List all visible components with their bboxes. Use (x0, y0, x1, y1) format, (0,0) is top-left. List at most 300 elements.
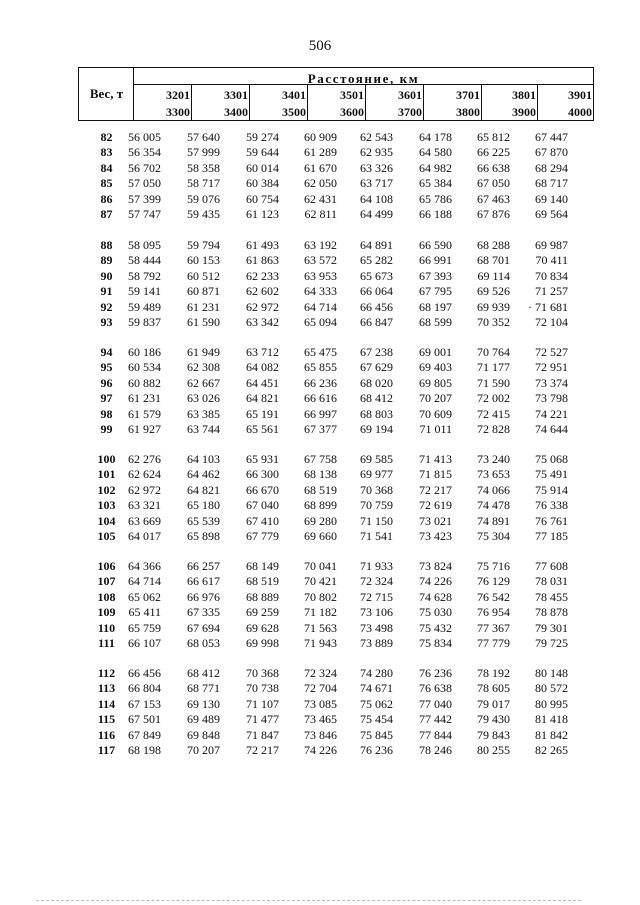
value-cell: 66 456 (360, 299, 393, 314)
value-cell: 72 704 (304, 681, 337, 696)
value-cell: 68 803 (360, 406, 393, 421)
value-cell: 61 289 (304, 145, 337, 160)
table-row (78, 605, 598, 621)
value-cell: 67 758 (304, 452, 337, 466)
value-cell: 67 463 (477, 191, 510, 206)
value-cell: 67 795 (419, 284, 452, 299)
table-row (78, 666, 598, 682)
value-cell: 73 846 (304, 727, 337, 742)
value-cell: 67 335 (187, 605, 220, 620)
value-cell: 62 543 (360, 130, 393, 144)
range-from: 3601 (398, 88, 422, 102)
distance-header: Расстояние, км (307, 71, 420, 86)
weight-cell: 84 (100, 160, 113, 175)
value-cell: 59 489 (128, 299, 161, 314)
value-cell: 61 949 (187, 345, 220, 359)
value-cell: 71 182 (304, 605, 337, 620)
value-cell: 65 539 (187, 513, 220, 528)
value-cell: 62 050 (304, 176, 337, 191)
value-cell: 67 153 (128, 696, 161, 711)
value-cell: 60 384 (246, 176, 279, 191)
value-cell: 60 153 (187, 253, 220, 268)
distance-range-column-3 (252, 89, 306, 119)
value-cell: 71 011 (419, 422, 452, 437)
value-cell: 73 798 (535, 391, 568, 406)
value-cell: 68 294 (535, 160, 568, 175)
value-cell: 68 197 (419, 299, 452, 314)
value-cell: 66 590 (419, 238, 452, 252)
value-cell: 76 236 (419, 666, 452, 680)
value-cell: 62 624 (128, 467, 161, 482)
value-cell: 82 265 (535, 743, 568, 758)
weight-cell: 96 (100, 375, 113, 390)
value-cell: 66 991 (419, 253, 452, 268)
value-cell: 69 526 (477, 284, 510, 299)
value-cell: 72 951 (535, 360, 568, 375)
weight-cell: 95 (100, 360, 113, 375)
value-cell: 69 805 (419, 375, 452, 390)
value-cell: 73 021 (419, 513, 452, 528)
value-cell: 72 002 (477, 391, 510, 406)
value-cell: 59 837 (128, 315, 161, 330)
value-cell: 68 899 (304, 498, 337, 513)
value-cell: 69 564 (535, 207, 568, 222)
value-cell: 76 338 (535, 498, 568, 513)
value-cell: 73 423 (419, 529, 452, 544)
value-cell: 69 977 (360, 467, 393, 482)
value-cell: 58 444 (128, 253, 161, 268)
value-cell: 65 759 (128, 620, 161, 635)
value-cell: 66 976 (187, 589, 220, 604)
value-cell: 60 871 (187, 284, 220, 299)
value-cell: 69 130 (187, 696, 220, 711)
page-number: 506 (308, 38, 332, 54)
value-cell: 56 005 (128, 130, 161, 144)
value-cell: 60 754 (246, 191, 279, 206)
value-cell: 59 274 (246, 130, 279, 144)
value-cell: 67 870 (535, 145, 568, 160)
table-row (78, 422, 598, 438)
value-cell: 80 995 (535, 696, 568, 711)
value-cell: 62 667 (187, 375, 220, 390)
value-cell: 68 889 (246, 589, 279, 604)
value-cell: 62 972 (246, 299, 279, 314)
value-cell: 70 041 (304, 559, 337, 573)
range-from: 3801 (512, 88, 536, 102)
value-cell: 67 050 (477, 176, 510, 191)
value-cell: 76 638 (419, 681, 452, 696)
weight-cell: 85 (100, 176, 113, 191)
value-cell: 64 108 (360, 191, 393, 206)
value-cell: 66 225 (477, 145, 510, 160)
value-cell: 57 399 (128, 191, 161, 206)
value-cell: 70 207 (187, 743, 220, 758)
value-cell: 71 933 (360, 559, 393, 573)
value-cell: 57 050 (128, 176, 161, 191)
value-cell: 69 585 (360, 452, 393, 466)
table-row (78, 253, 598, 269)
value-cell: 71 107 (246, 696, 279, 711)
value-cell: 65 411 (128, 605, 161, 620)
table-row (78, 529, 598, 545)
value-cell: 68 701 (477, 253, 510, 268)
value-cell: 68 149 (246, 559, 279, 573)
value-cell: 69 628 (246, 620, 279, 635)
value-cell: 69 001 (419, 345, 452, 359)
value-cell: · 71 681 (528, 299, 568, 314)
range-from: 3701 (456, 88, 480, 102)
value-cell: 70 609 (419, 406, 452, 421)
weight-cell: 110 (97, 620, 116, 635)
weight-cell: 86 (100, 191, 113, 206)
range-to: 3700 (398, 105, 422, 119)
value-cell: 65 062 (128, 589, 161, 604)
value-cell: 61 231 (128, 391, 161, 406)
value-cell: 71 413 (419, 452, 452, 466)
weight-cell: 101 (97, 467, 116, 482)
value-cell: 78 192 (477, 666, 510, 680)
value-cell: 59 644 (246, 145, 279, 160)
value-cell: 72 828 (477, 422, 510, 437)
weight-column-header: Вес, т (89, 86, 124, 101)
value-cell: 74 226 (419, 574, 452, 589)
value-cell: 69 660 (304, 529, 337, 544)
value-cell: 77 844 (419, 727, 452, 742)
value-cell: 69 194 (360, 422, 393, 437)
value-cell: 63 717 (360, 176, 393, 191)
value-cell: 64 714 (128, 574, 161, 589)
weight-cell: 91 (100, 284, 113, 299)
value-cell: 76 761 (535, 513, 568, 528)
value-cell: 64 017 (128, 529, 161, 544)
table-row (78, 360, 598, 376)
weight-cell: 94 (100, 345, 113, 359)
value-cell: 76 129 (477, 574, 510, 589)
value-cell: 79 017 (477, 696, 510, 711)
weight-cell: 92 (100, 299, 113, 314)
value-cell: 62 431 (304, 191, 337, 206)
value-cell: 75 491 (535, 467, 568, 482)
value-cell: 68 053 (187, 636, 220, 651)
weight-cell: 105 (97, 529, 116, 544)
value-cell: 73 106 (360, 605, 393, 620)
value-cell: 61 493 (246, 238, 279, 252)
weight-cell: 112 (97, 666, 116, 680)
value-cell: 67 694 (187, 620, 220, 635)
table-row (78, 284, 598, 300)
value-cell: 56 702 (128, 160, 161, 175)
value-cell: 67 238 (360, 345, 393, 359)
value-cell: 66 997 (304, 406, 337, 421)
table-row (78, 315, 598, 331)
value-cell: 69 403 (419, 360, 452, 375)
table-row (78, 192, 598, 208)
value-cell: 80 255 (477, 743, 510, 758)
value-cell: 65 282 (360, 253, 393, 268)
value-cell: 70 368 (360, 482, 393, 497)
value-cell: 61 579 (128, 406, 161, 421)
table-row (78, 238, 598, 254)
value-cell: 67 629 (360, 360, 393, 375)
value-cell: 68 412 (187, 666, 220, 680)
value-cell: 62 602 (246, 284, 279, 299)
value-cell: 71 563 (304, 620, 337, 635)
value-cell: 66 456 (128, 666, 161, 680)
value-cell: 64 714 (304, 299, 337, 314)
weight-cell: 115 (97, 712, 116, 727)
value-cell: 74 066 (477, 482, 510, 497)
value-cell: 67 501 (128, 712, 161, 727)
value-cell: 58 095 (128, 238, 161, 252)
value-cell: 72 104 (535, 315, 568, 330)
value-cell: 60 882 (128, 375, 161, 390)
value-cell: 65 475 (304, 345, 337, 359)
weight-cell: 103 (97, 498, 116, 513)
value-cell: 69 489 (187, 712, 220, 727)
value-cell: 70 352 (477, 315, 510, 330)
value-cell: 65 931 (246, 452, 279, 466)
value-cell: 71 177 (477, 360, 510, 375)
value-cell: 67 779 (246, 529, 279, 544)
value-cell: 61 863 (246, 253, 279, 268)
weight-cell: 93 (100, 315, 113, 330)
value-cell: 66 188 (419, 207, 452, 222)
table-row (78, 176, 598, 192)
value-cell: 78 605 (477, 681, 510, 696)
table-row (78, 130, 598, 146)
value-cell: 65 673 (360, 268, 393, 283)
value-cell: 57 747 (128, 207, 161, 222)
value-cell: 59 794 (187, 238, 220, 252)
weight-cell: 106 (97, 559, 116, 573)
value-cell: 75 454 (360, 712, 393, 727)
value-cell: 62 276 (128, 452, 161, 466)
value-cell: 71 477 (246, 712, 279, 727)
value-cell: 64 891 (360, 238, 393, 252)
value-cell: 60 186 (128, 345, 161, 359)
value-cell: 66 300 (246, 467, 279, 482)
value-cell: 75 030 (419, 605, 452, 620)
weight-cell: 82 (100, 130, 113, 144)
value-cell: 75 062 (360, 696, 393, 711)
value-cell: 67 040 (246, 498, 279, 513)
value-cell: 61 123 (246, 207, 279, 222)
value-cell: 73 653 (477, 467, 510, 482)
value-cell: 65 898 (187, 529, 220, 544)
value-cell: 77 185 (535, 529, 568, 544)
value-cell: 73 889 (360, 636, 393, 651)
value-cell: 68 771 (187, 681, 220, 696)
table-row (78, 514, 598, 530)
table-row (78, 269, 598, 285)
table-row (78, 590, 598, 606)
table-row (78, 712, 598, 728)
value-cell: 77 779 (477, 636, 510, 651)
range-from: 3401 (282, 88, 306, 102)
weight-cell: 87 (100, 207, 113, 222)
range-from: 3201 (166, 88, 190, 102)
table-row (78, 697, 598, 713)
value-cell: 61 927 (128, 422, 161, 437)
value-cell: 75 914 (535, 482, 568, 497)
range-from: 3901 (568, 88, 592, 102)
weight-cell: 107 (97, 574, 116, 589)
table-row (78, 574, 598, 590)
table-row (78, 300, 598, 316)
value-cell: 75 304 (477, 529, 510, 544)
value-cell: 57 999 (187, 145, 220, 160)
value-cell: 58 792 (128, 268, 161, 283)
value-cell: 70 759 (360, 498, 393, 513)
value-cell: 74 644 (535, 422, 568, 437)
value-cell: 59 435 (187, 207, 220, 222)
weight-cell: 114 (97, 696, 116, 711)
value-cell: 71 150 (360, 513, 393, 528)
weight-cell: 109 (97, 605, 116, 620)
value-cell: 74 226 (304, 743, 337, 758)
value-cell: 63 192 (304, 238, 337, 252)
range-to: 4000 (568, 105, 592, 119)
value-cell: 74 891 (477, 513, 510, 528)
value-cell: 64 082 (246, 360, 279, 375)
value-cell: 76 236 (360, 743, 393, 758)
value-cell: 64 451 (246, 375, 279, 390)
value-cell: 74 628 (419, 589, 452, 604)
value-cell: 73 085 (304, 696, 337, 711)
value-cell: 77 367 (477, 620, 510, 635)
range-from: 3501 (340, 88, 364, 102)
table-row (78, 467, 598, 483)
value-cell: 78 878 (535, 605, 568, 620)
value-cell: 67 410 (246, 513, 279, 528)
value-cell: 64 333 (304, 284, 337, 299)
value-cell: 66 257 (187, 559, 220, 573)
value-cell: 63 321 (128, 498, 161, 513)
value-cell: 81 418 (535, 712, 568, 727)
value-cell: 68 198 (128, 743, 161, 758)
weight-cell: 116 (97, 727, 116, 742)
table-row (78, 743, 598, 759)
weight-cell: 83 (100, 145, 113, 160)
range-to: 3900 (512, 105, 536, 119)
weight-cell: 97 (100, 391, 113, 406)
value-cell: 79 725 (535, 636, 568, 651)
value-cell: 69 998 (246, 636, 279, 651)
value-cell: 70 738 (246, 681, 279, 696)
value-cell: 67 849 (128, 727, 161, 742)
value-cell: 70 802 (304, 589, 337, 604)
range-to: 3500 (282, 105, 306, 119)
value-cell: 69 114 (477, 268, 510, 283)
value-cell: 63 669 (128, 513, 161, 528)
range-to: 3400 (224, 105, 248, 119)
weight-cell: 90 (100, 268, 113, 283)
value-cell: 65 180 (187, 498, 220, 513)
value-cell: 70 368 (246, 666, 279, 680)
value-cell: 76 542 (477, 589, 510, 604)
value-cell: 61 670 (304, 160, 337, 175)
value-cell: 72 619 (419, 498, 452, 513)
table-row (78, 376, 598, 392)
weight-cell: 99 (100, 422, 113, 437)
value-cell: 63 326 (360, 160, 393, 175)
value-cell: 64 462 (187, 467, 220, 482)
value-cell: 63 744 (187, 422, 220, 437)
weight-cell: 98 (100, 406, 113, 421)
value-cell: 62 308 (187, 360, 220, 375)
value-cell: 68 519 (246, 574, 279, 589)
table-row (78, 161, 598, 177)
table-row (78, 483, 598, 499)
value-cell: 60 909 (304, 130, 337, 144)
value-cell: 61 590 (187, 315, 220, 330)
value-cell: 69 140 (535, 191, 568, 206)
range-to: 3800 (456, 105, 480, 119)
value-cell: 78 031 (535, 574, 568, 589)
table-row (78, 559, 598, 575)
value-cell: 63 572 (304, 253, 337, 268)
value-cell: 58 717 (187, 176, 220, 191)
value-cell: 62 811 (304, 207, 337, 222)
value-cell: 66 670 (246, 482, 279, 497)
value-cell: 68 717 (535, 176, 568, 191)
value-cell: 66 617 (187, 574, 220, 589)
value-cell: 80 572 (535, 681, 568, 696)
table-row (78, 345, 598, 361)
value-cell: 61 231 (187, 299, 220, 314)
value-cell: 75 716 (477, 559, 510, 573)
value-cell: 70 421 (304, 574, 337, 589)
distance-range-column-6 (426, 89, 480, 119)
weight-cell: 88 (100, 238, 113, 252)
value-cell: 64 499 (360, 207, 393, 222)
value-cell: 71 541 (360, 529, 393, 544)
value-cell: 80 148 (535, 666, 568, 680)
value-cell: 72 715 (360, 589, 393, 604)
value-cell: 79 301 (535, 620, 568, 635)
value-cell: 77 442 (419, 712, 452, 727)
value-cell: 66 236 (304, 375, 337, 390)
value-cell: 76 954 (477, 605, 510, 620)
distance-range-column-7 (482, 89, 536, 119)
value-cell: 66 107 (128, 636, 161, 651)
value-cell: 64 580 (419, 145, 452, 160)
value-cell: 72 527 (535, 345, 568, 359)
value-cell: 72 217 (246, 743, 279, 758)
value-cell: 73 374 (535, 375, 568, 390)
value-cell: 65 786 (419, 191, 452, 206)
value-cell: 67 876 (477, 207, 510, 222)
value-cell: 74 478 (477, 498, 510, 513)
value-cell: 70 411 (535, 253, 568, 268)
value-cell: 78 246 (419, 743, 452, 758)
value-cell: 63 026 (187, 391, 220, 406)
value-cell: 72 324 (360, 574, 393, 589)
value-cell: 57 640 (187, 130, 220, 144)
table-row (78, 145, 598, 161)
value-cell: 62 935 (360, 145, 393, 160)
value-cell: 59 076 (187, 191, 220, 206)
table-row (78, 636, 598, 652)
value-cell: 75 845 (360, 727, 393, 742)
table-row (78, 681, 598, 697)
value-cell: 69 259 (246, 605, 279, 620)
value-cell: 66 804 (128, 681, 161, 696)
value-cell: 64 821 (246, 391, 279, 406)
value-cell: 69 848 (187, 727, 220, 742)
table-row (78, 621, 598, 637)
value-cell: 66 616 (304, 391, 337, 406)
